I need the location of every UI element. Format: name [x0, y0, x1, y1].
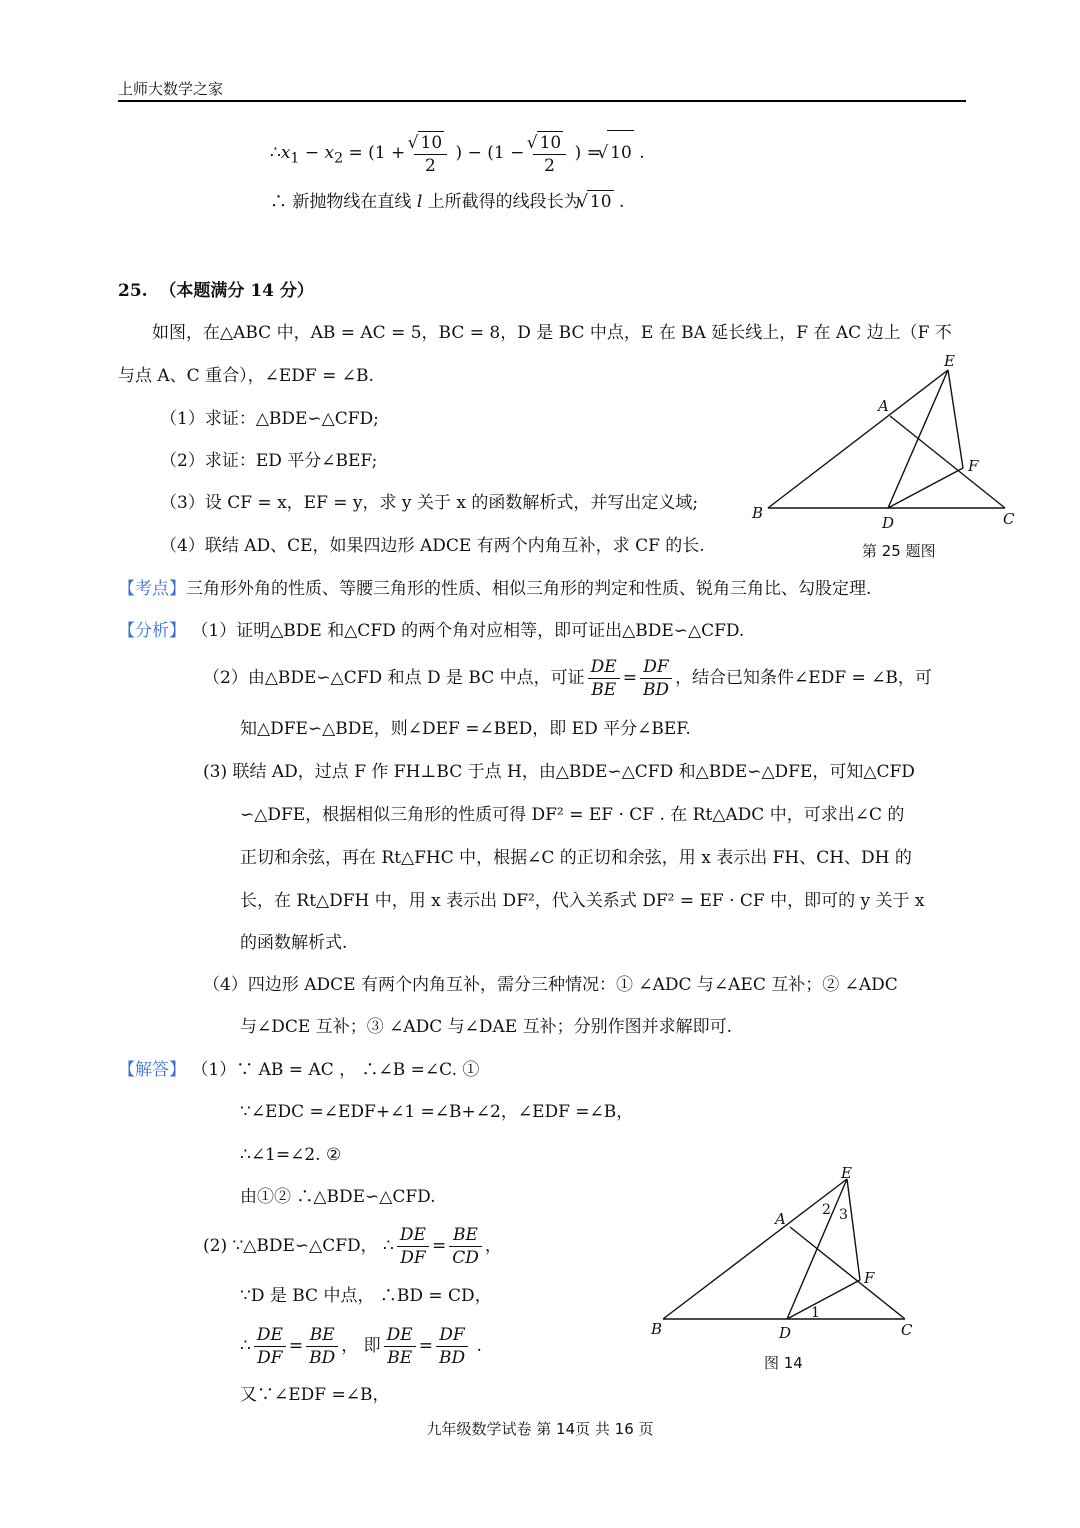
- fraction: √ $\frac{10}{2}$: [414, 131, 447, 177]
- angle-label-2: 2: [822, 1202, 831, 1218]
- figure-14-caption: 图 14: [764, 1354, 803, 1372]
- label-f: F: [968, 457, 979, 475]
- fenxi-3d: 长，在 Rt△DFH 中，用 x 表示出 DF²，代入关系式 DF² = EF · CF 中，即可的 y 关于 x: [240, 891, 925, 911]
- segment-ef: [847, 1179, 860, 1280]
- label-b: B: [651, 1320, 663, 1338]
- fraction: $\frac{DF}{BD}$: [640, 656, 672, 701]
- angle-label-1: 1: [811, 1305, 820, 1321]
- fenxi-2: （2）由△BDE∽△CFD 和点 D 是 BC 中点，可证 $\frac{DE}{BE}$ = $\frac{DF}{BD}$ ，结合已知条件∠EDF = ∠B，可: [203, 657, 932, 700]
- fraction: $\frac{DE}{DF}$: [397, 1224, 429, 1269]
- fraction: $\frac{DE}{BE}$: [588, 656, 620, 701]
- fraction: $\frac{DE}{DF}$: [254, 1324, 286, 1369]
- fraction: $\frac{BE}{BD}$: [306, 1324, 338, 1369]
- fraction: $\frac{DE}{BE}$: [384, 1324, 416, 1369]
- fraction: $\frac{BE}{CD}$: [449, 1224, 482, 1269]
- fenxi-4a: （4）四边形 ADCE 有两个内角互补，需分三种情况：① ∠ADC 与∠AEC 互补；② ∠ADC: [203, 975, 898, 995]
- label-d: D: [882, 514, 895, 532]
- jieda-6: ∵D 是 BC 中点， ∴BD = CD，: [240, 1286, 492, 1306]
- problem-statement-1: 如图，在△ABC 中，AB = AC = 5，BC = 8，D 是 BC 中点，E 在 BA 延长线上，F 在 AC 边上（F 不: [152, 323, 952, 343]
- jieda-5: (2) ∵△BDE∽△CFD， ∴ $\frac{DE}{DF}$ = $\frac{BE}{CD}$ ，: [203, 1225, 502, 1268]
- segment-ef: [948, 370, 963, 468]
- label-e: E: [944, 352, 955, 370]
- label-c: C: [901, 1321, 913, 1339]
- fenxi-tag: 【分析】: [118, 621, 186, 641]
- fenxi-3e: 的函数解析式.: [240, 933, 348, 953]
- label-c: C: [1003, 510, 1015, 528]
- prev-solution-line-2: ∴ 新抛物线在直线 l 上所截得的线段长为 √ 10 .: [270, 190, 624, 213]
- fenxi-3b: ∽△DFE，根据相似三角形的性质可得 DF² = EF · CF . 在 Rt△ADC 中，可求出∠C 的: [240, 805, 905, 825]
- fenxi-3a: (3) 联结 AD，过点 F 作 FH⊥BC 于点 H，由△BDE∽△CFD 和△BDE∽△DFE，可知△CFD: [203, 762, 915, 782]
- question-2: （2）求证：ED 平分∠BEF;: [160, 451, 378, 471]
- fenxi-1: 【分析】 （1）证明△BDE 和△CFD 的两个角对应相等，即可证出△BDE∽△CFD.: [118, 621, 745, 641]
- fraction: $\frac{DF}{BD}$: [436, 1324, 468, 1369]
- label-a: A: [775, 1210, 786, 1228]
- prev-solution-line-1: $\therefore x_1 - x_2 = (1$ + √ $\frac{10}{2}$ ) − (1 − √ $\frac{10}{2}$ ) = √ 10 .: [270, 130, 645, 180]
- fraction: √ $\frac{10}{2}$: [533, 131, 566, 177]
- fenxi-2c: 知△DFE∽△BDE，则∠DEF =∠BED，即 ED 平分∠BEF.: [240, 719, 691, 739]
- kaodian-tag: 【考点】: [118, 579, 186, 599]
- jieda-3: ∴∠1=∠2. ②: [240, 1145, 342, 1165]
- label-d: D: [779, 1324, 792, 1342]
- label-e: E: [841, 1164, 852, 1182]
- fenxi-3c: 正切和余弦，再在 Rt△FHC 中，根据∠C 的正切和余弦，用 x 表示出 FH、CH、DH 的: [240, 848, 912, 868]
- label-a: A: [878, 397, 889, 415]
- problem-heading: [118, 280, 314, 302]
- figure-caption: 第 25 题图: [862, 542, 936, 560]
- jieda-7: ∴ $\frac{DE}{DF}$ = $\frac{BE}{BD}$ ， 即 $\frac{DE}{BE}$ = $\frac{DF}{BD}$ .: [240, 1325, 482, 1368]
- segment-de: [787, 1179, 847, 1319]
- kaodian: 【考点】三角形外角的性质、等腰三角形的性质、相似三角形的判定和性质、锐角三角比、勾股定理.: [118, 579, 872, 599]
- problem-score: （本题满分 14 分）: [159, 281, 314, 301]
- page-footer: 九年级数学试卷 第 14页 共 16 页: [426, 1420, 654, 1438]
- question-4: （4）联结 AD、CE，如果四边形 ADCE 有两个内角互补，求 CF 的长.: [160, 536, 705, 556]
- label-f: F: [864, 1269, 875, 1287]
- jieda-2: ∵∠EDC =∠EDF+∠1 =∠B+∠2，∠EDF =∠B，: [240, 1102, 634, 1122]
- page-header-title: 上师大数学之家: [118, 80, 224, 98]
- figure-14: [645, 1162, 925, 1352]
- segment-be: [663, 1179, 847, 1319]
- segment-df: [888, 468, 963, 508]
- problem-number: 25.: [118, 281, 148, 301]
- fenxi-4b: 与∠DCE 互补；③ ∠ADC 与∠DAE 互补；分别作图并求解即可.: [240, 1017, 733, 1037]
- jieda-1: 【解答】 （1）∵ AB = AC ， ∴∠B =∠C. ①: [118, 1060, 480, 1080]
- segment-de: [888, 370, 948, 508]
- problem-statement-2: 与点 A、C 重合），∠EDF = ∠B.: [118, 366, 374, 386]
- question-3: （3）设 CF = x，EF = y，求 y 关于 x 的函数解析式，并写出定义域;: [160, 493, 699, 513]
- question-1: （1）求证：△BDE∽△CFD;: [160, 409, 379, 429]
- segment-be: [768, 370, 948, 508]
- jieda-tag: 【解答】: [118, 1060, 186, 1080]
- segment-df: [787, 1280, 860, 1319]
- angle-label-3: 3: [839, 1207, 848, 1223]
- label-b: B: [752, 504, 764, 522]
- jieda-4: 由①② ∴△BDE∽△CFD.: [240, 1187, 436, 1207]
- problem-figure: [740, 348, 1020, 538]
- header-divider: [118, 100, 966, 102]
- jieda-8: 又∵∠EDF =∠B，: [240, 1385, 390, 1405]
